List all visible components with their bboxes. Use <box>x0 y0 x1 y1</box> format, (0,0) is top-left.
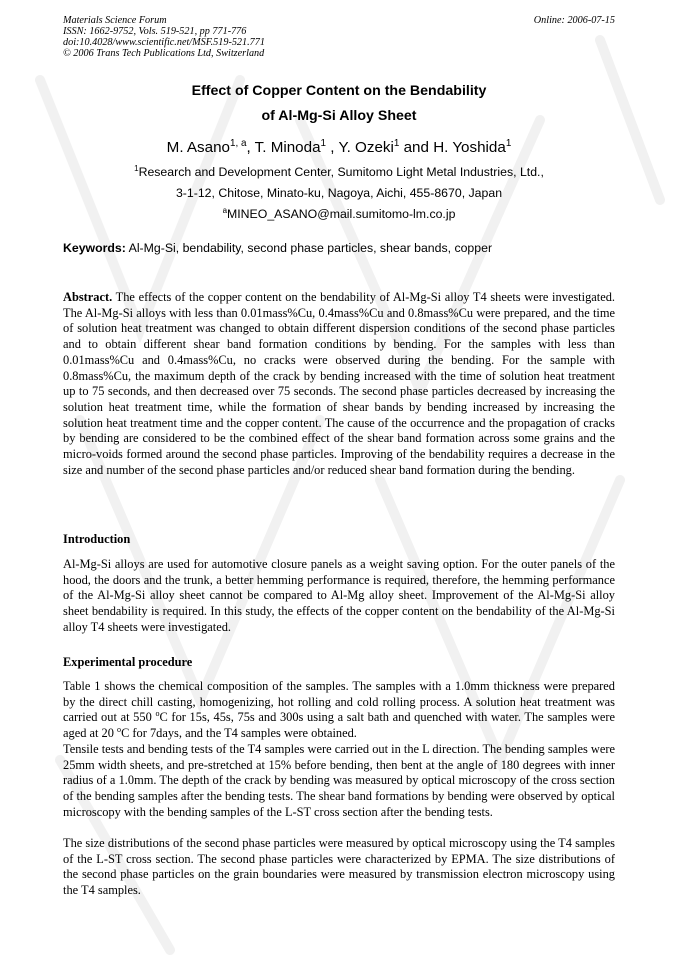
author-name: T. Minoda <box>254 139 321 156</box>
experimental-text: C for 7days, and the T4 samples were obtained. <box>121 726 357 741</box>
degree-sup: o <box>155 709 160 719</box>
degree-sup: o <box>117 724 122 734</box>
journal-name: Materials Science Forum <box>63 15 167 26</box>
experimental-paragraph-2: Tensile tests and bending tests of the T4 samples were carried out in the L direction. The bending samples were 25mm width sheets, and pre-stretched at 15% before bending, then bent at the angle of 180 degrees with inner radius of a 1.0mm. The depth of the crack by bending was measured by optical microscopy of the cross section of the bending samples after the bending tests. The shear band formations by bending were observed by optical microscopy with the bending samples of the L-ST cross section after the bending tests. <box>63 742 615 819</box>
experimental-heading: Experimental procedure <box>63 655 193 669</box>
email-address[interactable]: MINEO_ASANO@mail.sumitomo-lm.co.jp <box>227 207 456 221</box>
journal-issn: ISSN: 1662-9752, Vols. 519-521, pp 771-776 <box>63 26 247 37</box>
abstract <box>63 290 615 478</box>
affiliation-email <box>0 207 678 221</box>
keywords-text: Al-Mg-Si, bendability, second phase particles, shear bands, copper <box>128 241 493 255</box>
author-sup: 1, a <box>230 137 247 149</box>
introduction-heading: Introduction <box>63 532 131 546</box>
email-sup: a <box>222 205 228 215</box>
author-sup: 1 <box>505 137 512 149</box>
keywords <box>63 241 492 255</box>
author-separator: , <box>246 139 251 156</box>
author-name: H. Yoshida <box>433 139 506 156</box>
affiliation-text: Research and Development Center, Sumitomo Light Metal Industries, Ltd., <box>138 165 544 179</box>
author-name: M. Asano <box>166 139 230 156</box>
experimental-paragraph-1 <box>63 679 615 742</box>
journal-doi[interactable]: doi:10.4028/www.scientific.net/MSF.519-521.771 <box>63 37 265 48</box>
affiliation-sup: 1 <box>134 163 139 173</box>
author-list <box>0 139 678 156</box>
paper-title-line2: of Al-Mg-Si Alloy Sheet <box>261 108 417 124</box>
author-sup: 1 <box>320 137 327 149</box>
experimental-text: C for 15s, 45s, 75s and 300s using a salt bath and quenched with water. The samples were aged at 20 <box>63 710 616 741</box>
experimental-paragraph-3: The size distributions of the second phase particles were measured by optical microscopy using the T4 samples of the L-ST cross section. The second phase particles were characterized by EPMA. The size distributions of the second phase particles on the grain boundaries were measured by transmission electron microscopy using the T4 samples. <box>63 836 615 898</box>
keywords-label: Keywords: <box>63 241 126 255</box>
journal-header <box>63 15 265 59</box>
online-date: Online: 2006-07-15 <box>533 15 615 26</box>
affiliation-line2: 3-1-12, Chitose, Minato-ku, Nagoya, Aichi, 455-8670, Japan <box>175 186 503 200</box>
paper-title-line1: Effect of Copper Content on the Bendability <box>191 83 487 99</box>
affiliation-line1 <box>0 165 678 179</box>
author-separator: and <box>403 139 429 156</box>
author-separator: , <box>330 139 335 156</box>
experimental-text: Table 1 shows the chemical composition of the samples. The samples with a 1.0mm thickness were prepared by the direct chill casting, homogenizing, hot rolling and cold rolling process. A solution heat treatment was carried out at 550 <box>63 679 615 725</box>
author-name: Y. Ozeki <box>338 139 394 156</box>
journal-copyright: © 2006 Trans Tech Publications Ltd, Switzerland <box>63 48 265 59</box>
abstract-text: The effects of the copper content on the bendability of Al-Mg-Si alloy T4 sheets were investigated. The Al-Mg-Si alloys with less than 0.01mass%Cu, 0.4mass%Cu and 0.8mass%Cu were prepared, and the time of solution heat treatment was changed to obtain different dispersion conditions of the second phase particles and to obtain different shear band formation conditions by bending. For the samples with less than 0.01mass%Cu and 0.4mass%Cu, no cracks were observed during the bending. For the sample with 0.8mass%Cu, the maximum depth of the crack by bending increased with the time of solution heat treatment up to 75 seconds, and then decreased over 75 seconds. The second phase particles decreased by increasing the solution heat treatment time, while the formation of shear bands by bending increased by increasing the solution heat treatment time and the copper content. The cause of the occurrence and the propagation of cracks by bending are considered to be the combined effect of the shear band formation across some grains and the micro-voids formed around the second phase particles. Improving of the bendability requires a decrease in the size and number of the second phase particles and/or reduced shear band formation during the bending. <box>63 290 615 477</box>
introduction-text: Al-Mg-Si alloys are used for automotive closure panels as a weight saving option. For the outer panels of the hood, the doors and the trunk, a better hemming performance is required, therefore, the hemming performance of the Al-Mg-Si alloy sheet cannot be compared to Al-Mg alloy sheet. Improvement of the Al-Mg-Si alloy sheet bendability is required. In this study, the effects of the copper content on the bendability of the Al-Mg-Si alloy T4 sheets were investigated. <box>63 557 615 634</box>
abstract-label: Abstract. <box>63 290 113 304</box>
author-sup: 1 <box>393 137 400 149</box>
